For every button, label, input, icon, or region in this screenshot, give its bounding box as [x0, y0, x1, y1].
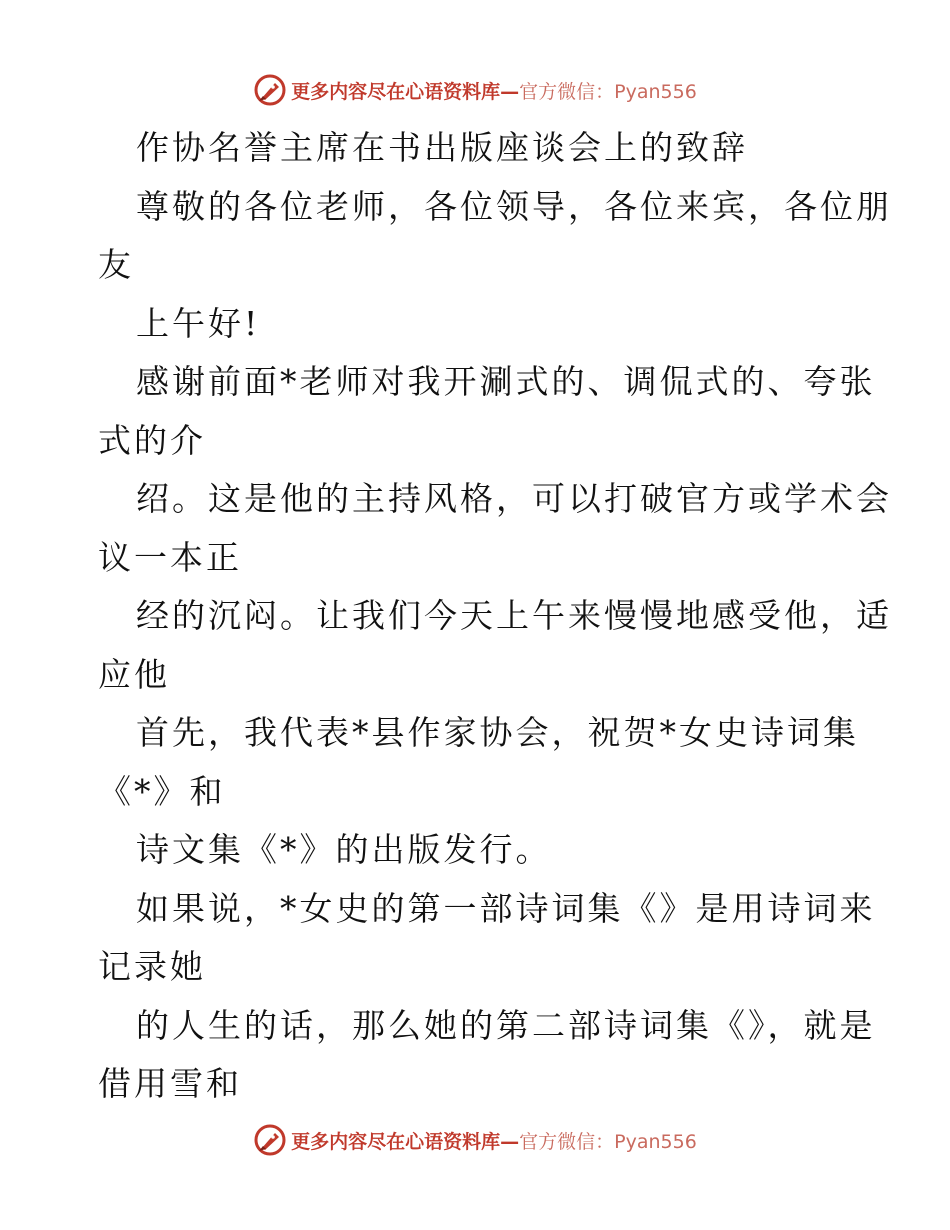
footer-banner: [0, 1120, 950, 1160]
document-line: 感谢前面*老师对我开涮式的、调侃式的、夸张: [136, 362, 876, 401]
document-line: 记录她: [98, 947, 206, 986]
fountain-pen-logo-icon: [253, 73, 287, 107]
banner-wechat: 官方微信：Pyan556: [519, 80, 697, 103]
document-line: 经的沉闷。让我们今天上午来慢慢地感受他，适: [136, 596, 892, 635]
document-line: 应他: [98, 654, 170, 694]
banner-text: 更多内容尽在心语资料库—: [291, 1130, 520, 1153]
document-body: [98, 119, 892, 1114]
document-line: 的人生的话，那么她的第二部诗词集《》，就是: [136, 1005, 876, 1045]
document-line: 《*》和: [98, 771, 226, 811]
document-line: 如果说，*女史的第一部诗词集《》是用诗词来: [136, 888, 876, 928]
document-line: 议一本正: [98, 537, 242, 577]
header-banner: [0, 70, 950, 110]
document-line: 友: [98, 245, 134, 284]
banner-wechat: 官方微信：Pyan556: [519, 1130, 697, 1153]
banner-text: 更多内容尽在心语资料库—: [291, 80, 520, 103]
document-line: 首先，我代表*县作家协会，祝贺*女史诗词集: [136, 713, 859, 752]
document-line: 作协名誉主席在书出版座谈会上的致辞: [136, 128, 748, 167]
document-line: 上午好!: [136, 303, 261, 343]
document-line: 诗文集《*》的出版发行。: [136, 830, 552, 869]
document-line: 绍。这是他的主持风格，可以打破官方或学术会: [136, 479, 892, 518]
document-line: 式的介: [98, 420, 206, 460]
document-line: 尊敬的各位老师，各位领导，各位来宾，各位朋: [136, 186, 892, 226]
document-line: 借用雪和: [98, 1064, 242, 1103]
fountain-pen-logo-icon: [253, 1123, 287, 1157]
